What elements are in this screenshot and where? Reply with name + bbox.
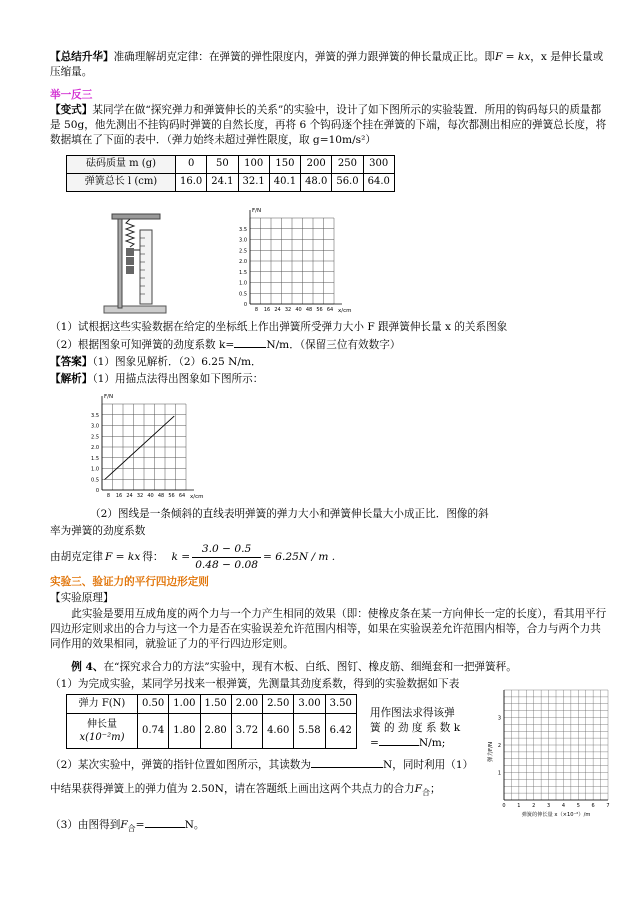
- table-cell: 0.50: [138, 695, 169, 714]
- answer-blank: [234, 347, 266, 348]
- x-tick-label: 7: [606, 803, 610, 809]
- x-tick-label: 56: [168, 493, 175, 499]
- table-cell: 24.1: [207, 174, 238, 192]
- table-cell: 2.80: [200, 714, 231, 749]
- table-cell: 48.0: [301, 174, 332, 192]
- table-cell: 40.1: [269, 174, 300, 192]
- answer-blank: [311, 767, 383, 768]
- table-cell: 50: [207, 156, 238, 174]
- x-tick-label: 1: [517, 803, 521, 809]
- x-axis-label: 弹簧的伸长量 x（×10⁻²）/m: [521, 812, 591, 818]
- x-axis-label: x/cm: [338, 308, 352, 314]
- x-tick-label: 40: [295, 307, 302, 313]
- y-tick-label: 2.0: [91, 445, 99, 451]
- x-tick-label: 32: [284, 307, 292, 313]
- table-header-stretch: 伸长量 x(10⁻²m): [67, 714, 138, 749]
- analysis-2-line-2: 率为弹簧的劲度系数: [50, 525, 146, 537]
- y-tick-label: 0.5: [91, 477, 99, 484]
- question-2b: （2）某次实验中，弹簧的指针位置如图所示，其读数为 N，同时利用（1）: [50, 759, 474, 771]
- example-4-q1: （1）为完成实验，某同学另找来一根弹簧，先测量其劲度系数，得到的实验数据如下表: [50, 678, 460, 690]
- question-3: （3）由图得到$F_合= N$。: [50, 819, 205, 834]
- y-tick-label: 1: [497, 770, 501, 777]
- x-tick-label: 3: [546, 803, 551, 809]
- summary-text: 准确理解胡克定律：在弹簧的弹性限度内，弹簧的弹力跟弹簧的伸长量成正比。即: [113, 51, 495, 63]
- table-header-force: 弹力 F(N): [67, 695, 138, 714]
- table-cell: 3.50: [325, 695, 356, 714]
- empty-graph-1: [228, 206, 360, 316]
- y-tick-label: 0.5: [239, 291, 247, 298]
- x-tick-label: 24: [126, 493, 133, 499]
- table-cell: 150: [269, 156, 300, 174]
- summary-text2: ，x 是伸长量或压缩量。: [50, 51, 604, 79]
- graph-with-line: [80, 392, 212, 502]
- force-stretch-graph: [486, 682, 616, 822]
- fraction: $\frac{3.0 - 0.5}{0.48 - 0.08}$: [192, 542, 261, 573]
- principle-text: 此实验是要用互成角度的两个力与一个力产生相同的效果（即：使橡皮条在某一方向伸长一定的长度），看其用平行四边形定则求出的合力与这一个力是否在实验误差允许范围内相等，如果在实验误差允许范围内相等，合力与两个力共同作用的效果相同，就验证了力的平行四边形定则。: [50, 608, 607, 651]
- x-tick-label: 8: [254, 307, 259, 313]
- y-tick-label: 3: [497, 715, 501, 722]
- table-cell: 0: [176, 156, 207, 174]
- x-tick-label: 32: [136, 493, 144, 499]
- analysis-2-line-1: （2）图线是一条倾斜的直线表明弹簧的弹力大小和弹簧伸长量大小成正比．图像的斜: [90, 508, 489, 520]
- table-row: [67, 695, 357, 714]
- mass-length-table: [66, 155, 395, 192]
- summary-formula: F = kx: [494, 51, 531, 63]
- table-row: [67, 714, 357, 749]
- table-cell: 200: [301, 156, 332, 174]
- hooke-calculation: 由胡克定律 F = kx 得： k = $\frac{3.0 - 0.5}{0.48 - 0.08}$ = 6.25N / m .: [50, 542, 335, 573]
- table-row: [67, 156, 395, 174]
- x-tick-label: 64: [178, 493, 186, 499]
- x-tick-label: 4: [561, 803, 566, 809]
- y-tick-label: 2: [497, 743, 501, 749]
- y-tick-label: 0: [243, 302, 247, 308]
- table-row: [67, 174, 395, 192]
- principle-tag: 【实验原理】: [50, 592, 114, 604]
- force-stretch-table: [66, 694, 357, 749]
- y-tick-label: 1.0: [91, 466, 99, 473]
- y-axis-label: 弹力F/N: [488, 741, 494, 763]
- x-tick-label: 24: [274, 307, 281, 313]
- y-tick-label: 3.0: [91, 423, 99, 430]
- example-4: 例 4、在“探究求合力的方法”实验中，现有木板、白纸、图钉、橡皮筋、细绳套和一把弹簧秤。: [71, 661, 517, 673]
- table-cell: 1.00: [169, 695, 200, 714]
- analysis-line: 【解析】（1）用描点法得出图象如下图所示：: [50, 373, 264, 385]
- x-tick-label: 56: [316, 307, 323, 313]
- table-cell: 32.1: [238, 174, 269, 192]
- x-tick-label: 5: [576, 803, 580, 809]
- x-tick-label: 16: [263, 307, 271, 313]
- table-cell: 2.00: [231, 695, 262, 714]
- table-cell: 5.58: [294, 714, 325, 749]
- section-title-practice: 举一反三: [50, 89, 93, 101]
- table-cell: 3.00: [294, 695, 325, 714]
- y-tick-label: 1.5: [91, 455, 99, 462]
- x-tick-label: 2: [532, 803, 536, 809]
- table-cell: 250: [332, 156, 363, 174]
- variant-text: 某同学在做“探究弹力和弹簧伸长的关系”的实验中，设计了如下图所示的实验装置．所用的钩码每只的质量都是 50g，他先测出不挂钩码时弹簧的自然长度，再将 6 个钩码逐个挂在弹簧的下端，每次都测出相应的弹簧总长度，将数据填在了下面的表中．（弹力始终未超过弹性限度，取 g=10m/s²）: [50, 104, 607, 147]
- summary-tag: 【总结升华】: [50, 51, 114, 63]
- question-1: （1）试根据这些实验数据在给定的坐标纸上作出弹簧所受弹力大小 F 跟弹簧伸长量 x 的关系图象: [50, 321, 508, 333]
- x-tick-label: 48: [157, 493, 165, 499]
- side-question: 用作图法求得该弹 簧 的 劲 度 系 数 k = N/m;: [370, 707, 461, 750]
- y-tick-label: 3.5: [239, 226, 247, 233]
- y-tick-label: 1.0: [239, 280, 247, 287]
- y-tick-label: 1.5: [239, 269, 247, 276]
- table-cell: 1.50: [200, 695, 231, 714]
- question-2c: 中结果获得弹簧上的弹力值为 2.50N，请在答题纸上画出这两个共点力的合力$F_合$；: [50, 783, 441, 798]
- table-cell: 1.80: [169, 714, 200, 749]
- table-cell: 100: [238, 156, 269, 174]
- x-tick-label: 8: [106, 493, 111, 499]
- x-tick-label: 64: [326, 307, 334, 313]
- question-2: （2）根据图象可知弹簧的劲度系数 k= N/m．（保留三位有效数字）: [50, 339, 401, 351]
- answer-blank: [145, 827, 185, 828]
- variant-tag: 【变式】: [50, 104, 93, 116]
- table-cell: 64.0: [363, 174, 394, 192]
- table-cell: 4.60: [263, 714, 294, 749]
- summary-paragraph: [50, 50, 608, 80]
- table-cell: 3.72: [231, 714, 262, 749]
- y-axis-label: F/N: [104, 394, 114, 400]
- table-cell: 2.50: [263, 695, 294, 714]
- answer-blank: [379, 745, 419, 746]
- y-tick-label: 3.5: [91, 412, 99, 419]
- x-tick-label: 6: [591, 803, 595, 809]
- x-axis-label: x/cm: [190, 494, 204, 500]
- y-tick-label: 2.0: [239, 259, 247, 265]
- table-cell: 300: [363, 156, 394, 174]
- table-cell: 16.0: [176, 174, 207, 192]
- answer-line: 【答案】（1）图象见解析．（2）6.25 N/m．: [50, 356, 262, 368]
- table-header-length: 弹簧总长 l (cm): [67, 174, 176, 192]
- spring-apparatus-illustration: [100, 210, 170, 318]
- y-tick-label: 2.5: [239, 248, 247, 255]
- table-cell: 0.74: [138, 714, 169, 749]
- table-cell: 6.42: [325, 714, 356, 749]
- y-axis-label: F/N: [252, 208, 262, 214]
- x-tick-label: 48: [305, 307, 313, 313]
- y-tick-label: 2.5: [91, 434, 99, 441]
- y-tick-label: 3.0: [239, 237, 247, 244]
- y-tick-label: 0: [95, 488, 99, 494]
- section-title-experiment3: 实验三、验证力的平行四边形定则: [50, 576, 209, 588]
- x-tick-label: 40: [147, 493, 154, 499]
- table-header-mass: 砝码质量 m (g): [67, 156, 176, 174]
- x-tick-label: 0: [502, 803, 506, 809]
- table-cell: 56.0: [332, 174, 363, 192]
- variant-paragraph: [50, 103, 608, 148]
- x-tick-label: 16: [115, 493, 123, 499]
